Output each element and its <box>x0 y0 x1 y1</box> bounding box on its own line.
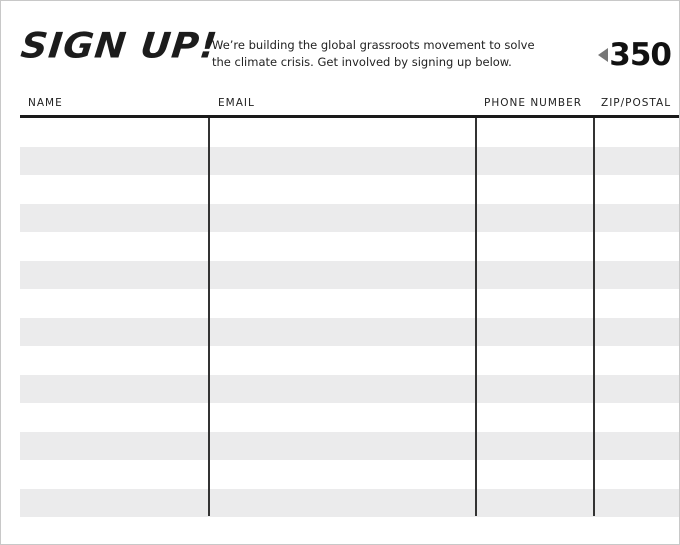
column-divider <box>475 118 477 516</box>
table-row[interactable] <box>20 232 679 261</box>
intro-line-2: the climate crisis. Get involved by signing up below. <box>212 55 512 69</box>
table-body <box>20 118 679 517</box>
table-row[interactable] <box>20 261 679 290</box>
column-header-phone: PHONE NUMBER <box>484 97 583 109</box>
table-row[interactable] <box>20 204 679 233</box>
table-row[interactable] <box>20 175 679 204</box>
logo-350 <box>598 38 671 72</box>
logo-text: 350 <box>609 36 671 73</box>
table-row[interactable] <box>20 432 679 461</box>
column-header-zip: ZIP/POSTAL <box>601 97 672 109</box>
page-title: SIGN UP! <box>18 25 220 66</box>
table-row[interactable] <box>20 289 679 318</box>
column-divider <box>593 118 595 516</box>
table-row[interactable] <box>20 147 679 176</box>
table-row[interactable] <box>20 118 679 147</box>
table-row[interactable] <box>20 489 679 518</box>
arrow-left-icon <box>598 48 608 62</box>
table-row[interactable] <box>20 403 679 432</box>
column-header-name: NAME <box>28 97 63 109</box>
column-header-email: EMAIL <box>218 97 255 109</box>
table-row[interactable] <box>20 318 679 347</box>
intro-text <box>212 37 542 71</box>
table-row[interactable] <box>20 346 679 375</box>
table-header <box>1 97 679 113</box>
table-row[interactable] <box>20 375 679 404</box>
table-row[interactable] <box>20 460 679 489</box>
intro-line-1: We’re building the global grassroots movement to solve <box>212 38 535 52</box>
column-divider <box>208 118 210 516</box>
